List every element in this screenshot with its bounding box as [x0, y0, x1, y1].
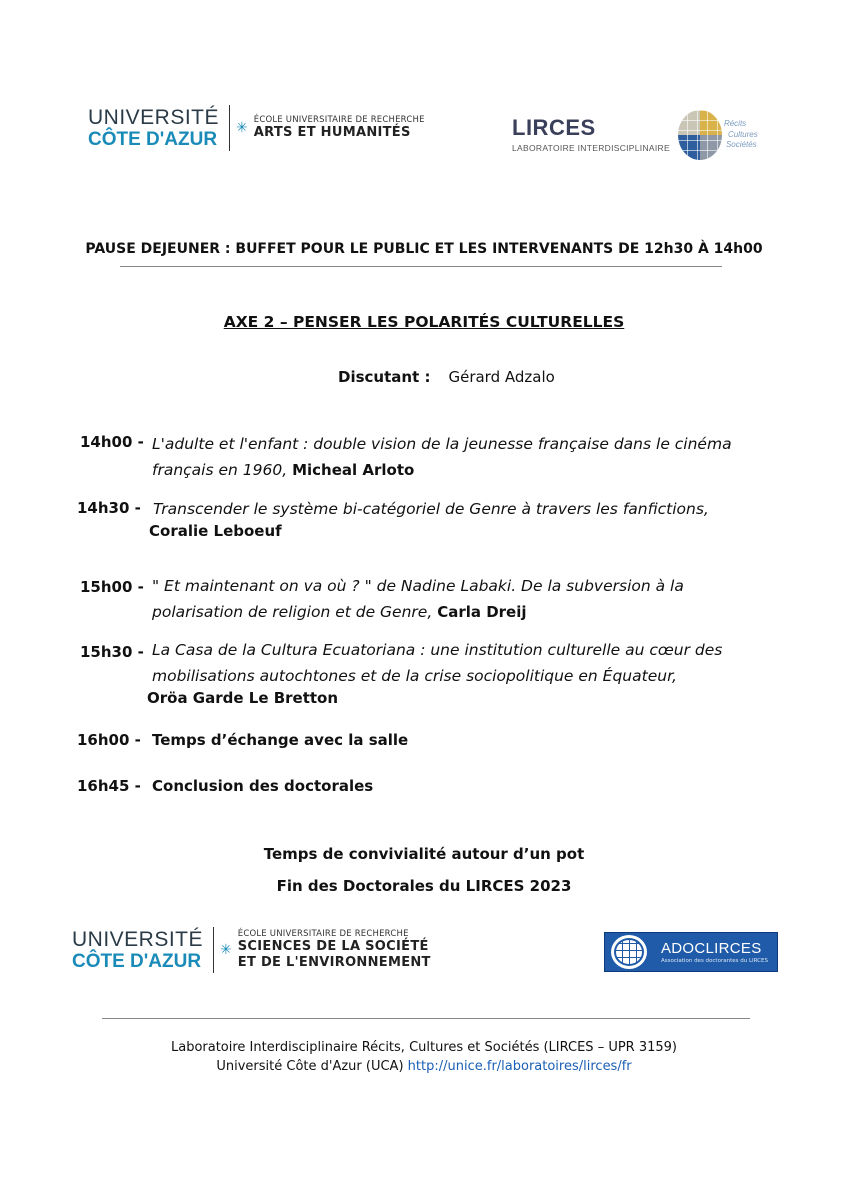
talk-author: Oröa Garde Le Bretton: [147, 689, 339, 707]
closing-line: Temps de convivialité autour d’un pot: [263, 845, 585, 863]
program-item: [153, 496, 709, 522]
uca-line1: UNIVERSITÉ: [72, 928, 204, 951]
uca-eur-societe-logo: [72, 927, 431, 973]
eur-name: ARTS ET HUMANITÉS: [253, 124, 411, 140]
talk-title-cont: français en 1960,: [152, 461, 288, 479]
talk-author: Coralie Leboeuf: [149, 522, 282, 540]
eur-name-line1: SCIENCES DE LA SOCIÉTÉ: [237, 938, 429, 954]
uca-wordmark: [88, 107, 219, 149]
time-slot: 14h30 -: [77, 499, 141, 517]
program-item-cont: [152, 599, 527, 625]
program-item-cont: [152, 663, 677, 689]
uca-line2: CÔTE D'AZUR: [88, 129, 218, 150]
eur-label: ÉCOLE UNIVERSITAIRE DE RECHERCHE: [253, 114, 425, 125]
sparkle-icon: ✳: [220, 942, 232, 958]
time-slot: 16h45 -: [77, 777, 141, 795]
adoc-subtitle: Association des doctorantes du LIRCES: [661, 957, 768, 964]
talk-title-cont: polarisation de religion et de Genre,: [152, 603, 433, 621]
time-slot: 15h00 -: [80, 578, 144, 596]
uca-line1: UNIVERSITÉ: [88, 106, 220, 129]
footer-line2: [0, 1057, 848, 1076]
adoc-name: ADOCLIRCES: [661, 939, 762, 957]
adoclirces-logo: [604, 932, 778, 972]
talk-title: Transcender le système bi-catégoriel de Genre à travers les fanfictions,: [153, 500, 709, 518]
lirces-subtitle: LABORATOIRE INTERDISCIPLINAIRE: [512, 143, 670, 153]
program-item: [152, 431, 774, 457]
footer-divider: [102, 1018, 750, 1019]
footer-line1: Laboratoire Interdisciplinaire Récits, Cultures et Sociétés (LIRCES – UPR 3159): [170, 1040, 678, 1055]
uca-wordmark: [72, 929, 203, 971]
program-label: Temps d’échange avec la salle: [152, 731, 409, 749]
footer: [0, 1038, 848, 1076]
program-item: [152, 637, 774, 663]
uca-line2: CÔTE D'AZUR: [72, 951, 202, 972]
divider: [120, 266, 722, 267]
tag-recits: Récits: [723, 118, 747, 128]
talk-title: " Et maintenant on va où ? " de Nadine Labaki. De la subversion à la: [152, 577, 684, 595]
eur-name-line2: ET DE L'ENVIRONNEMENT: [237, 955, 431, 970]
tag-societes: Sociétés: [725, 140, 757, 150]
talk-author: Micheal Arloto: [292, 461, 415, 479]
globe-icon: [678, 110, 722, 160]
closing-line: Fin des Doctorales du LIRCES 2023: [276, 877, 572, 895]
discutant-label: Discutant :: [338, 368, 431, 386]
discutant-name: Gérard Adzalo: [448, 368, 555, 386]
program-item: [152, 573, 774, 599]
talk-author: Carla Dreij: [437, 603, 527, 621]
sparkle-icon: ✳: [236, 120, 248, 136]
globe-icon: [611, 935, 647, 969]
eur-label: ÉCOLE UNIVERSITAIRE DE RECHERCHE: [237, 928, 409, 939]
axe-title: AXE 2 – PENSER LES POLARITÉS CULTURELLES: [223, 313, 625, 331]
logo-separator: [213, 927, 214, 973]
lirces-logo: [512, 110, 758, 160]
talk-title-cont: mobilisations autochtones et de la crise sociopolitique en Équateur,: [152, 667, 677, 685]
footer-university: Université Côte d'Azur (UCA): [216, 1059, 404, 1074]
footer-link[interactable]: http://unice.fr/laboratoires/lirces/fr: [407, 1059, 632, 1074]
talk-title: La Casa de la Cultura Ecuatoriana : une institution culturelle au cœur des: [152, 641, 723, 659]
discutant: [338, 368, 555, 386]
time-slot: 14h00 -: [80, 433, 144, 451]
logo-separator: [229, 105, 230, 151]
lirces-title: LIRCES: [512, 115, 596, 140]
program-label: Conclusion des doctorales: [152, 777, 374, 795]
time-slot: 16h00 -: [77, 731, 141, 749]
lunch-break-notice: PAUSE DEJEUNER : BUFFET POUR LE PUBLIC ET LES INTERVENANTS DE 12h30 À 14h00: [85, 241, 763, 257]
tag-cultures: Cultures: [727, 129, 758, 139]
program-item-cont: [152, 457, 414, 483]
uca-eur-arts-logo: [88, 105, 425, 151]
lirces-tags: [724, 119, 758, 151]
talk-title: L'adulte et l'enfant : double vision de la jeunesse française dans le cinéma: [152, 435, 732, 453]
time-slot: 15h30 -: [80, 643, 144, 661]
